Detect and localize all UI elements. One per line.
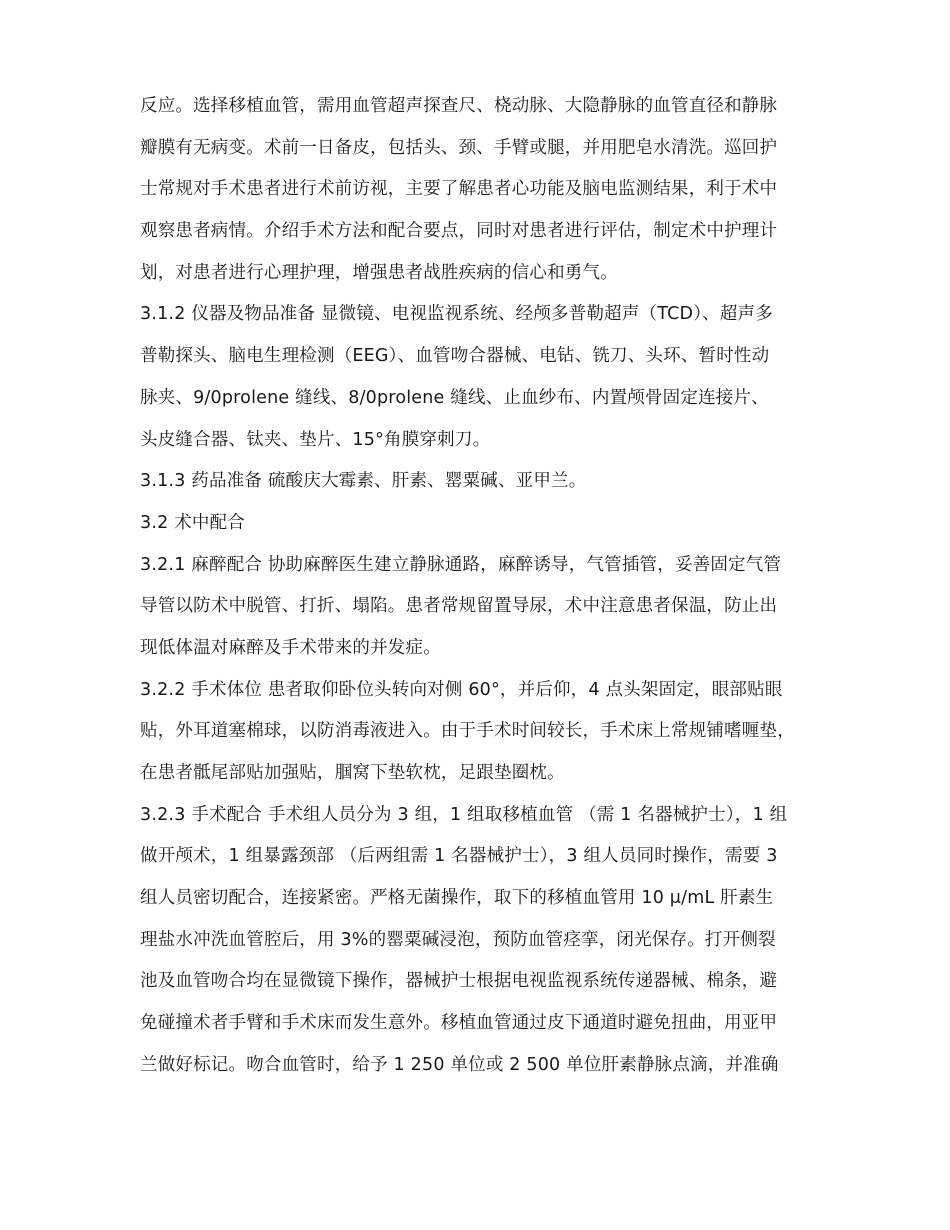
text-line: 反应。选择移植血管，需用血管超声探查尺、桡动脉、大隐静脉的血管直径和静脉 <box>140 96 778 116</box>
section-3-1-3-line: 3.1.3 药品准备 硫酸庆大霉素、肝素、罂粟碱、亚甲兰。 <box>140 471 587 492</box>
section-3-2-1-line: 3.2.1 麻醉配合 协助麻醉医生建立静脉通路，麻醉诱导，气管插管，妥善固定气管 <box>140 554 782 575</box>
section-3-2-3-line: 3.2.3 手术配合 手术组人员分为 3 组，1 组取移植血管 （需 1 名器械护士），1 组 <box>140 804 788 825</box>
section-3-1-2-line: 3.1.2 仪器及物品准备 显微镜、电视监视系统、经颅多普勒超声（TCD）、超声多 <box>140 304 773 325</box>
text-line: 贴，外耳道塞棉球，以防消毒液进入。由于手术时间较长，手术床上常规铺嗜喱垫， <box>140 721 795 742</box>
text-line: 组人员密切配合，连接紧密。严格无菌操作，取下的移植血管用 10 μ/mL 肝素生 <box>140 888 774 909</box>
text-line: 导管以防术中脱管、打折、塌陷。患者常规留置导尿，术中注意患者保温，防止出 <box>140 596 778 617</box>
text-line: 池及血管吻合均在显微镜下操作，器械护士根据电视监视系统传递器械、棉条，避 <box>140 971 778 992</box>
text-line: 脉夹、9/0prolene 缝线、8/0prolene 缝线、止血纱布、内置颅骨固定连接片、 <box>140 387 769 408</box>
text-line: 理盐水冲洗血管腔后，用 3%的罂粟碱浸泡，预防血管痉挛，闭光保存。打开侧裂 <box>140 929 776 950</box>
section-3-2-2-line: 3.2.2 手术体位 患者取仰卧位头转向对侧 60°，并后仰，4 点头架固定，眼部贴眼 <box>140 679 783 700</box>
text-line: 观察患者病情。介绍手术方法和配合要点，同时对患者进行评估，制定术中护理计 <box>140 221 778 242</box>
text-line: 瓣膜有无病变。术前一日备皮，包括头、颈、手臂或腿，并用肥皂水清洗。巡回护 <box>140 137 778 158</box>
text-line: 在患者骶尾部贴加强贴，腘窝下垫软枕，足跟垫圈枕。 <box>140 763 565 783</box>
body-text <box>140 86 830 1087</box>
text-line: 普勒探头、脑电生理检测（EEG）、血管吻合器械、电钻、铣刀、头环、暂时性动 <box>140 346 770 367</box>
text-line: 现低体温对麻醉及手术带来的并发症。 <box>140 637 441 658</box>
text-line: 头皮缝合器、钛夹、垫片、15°角膜穿刺刀。 <box>140 429 491 450</box>
text-line: 士常规对手术患者进行术前访视，主要了解患者心功能及脑电监测结果，利于术中 <box>140 179 778 200</box>
text-line: 兰做好标记。吻合血管时，给予 1 250 单位或 2 500 单位肝素静脉点滴，并准确 <box>140 1054 779 1075</box>
section-3-2-heading: 3.2 术中配合 <box>140 512 245 533</box>
text-line: 做开颅术，1 组暴露颈部 （后两组需 1 名器械护士），3 组人员同时操作，需要 3 <box>140 846 778 867</box>
text-line: 划，对患者进行心理护理，增强患者战胜疾病的信心和勇气。 <box>140 262 618 283</box>
text-line: 免碰撞术者手臂和手术床而发生意外。移植血管通过皮下通道时避免扭曲，用亚甲 <box>140 1013 778 1034</box>
